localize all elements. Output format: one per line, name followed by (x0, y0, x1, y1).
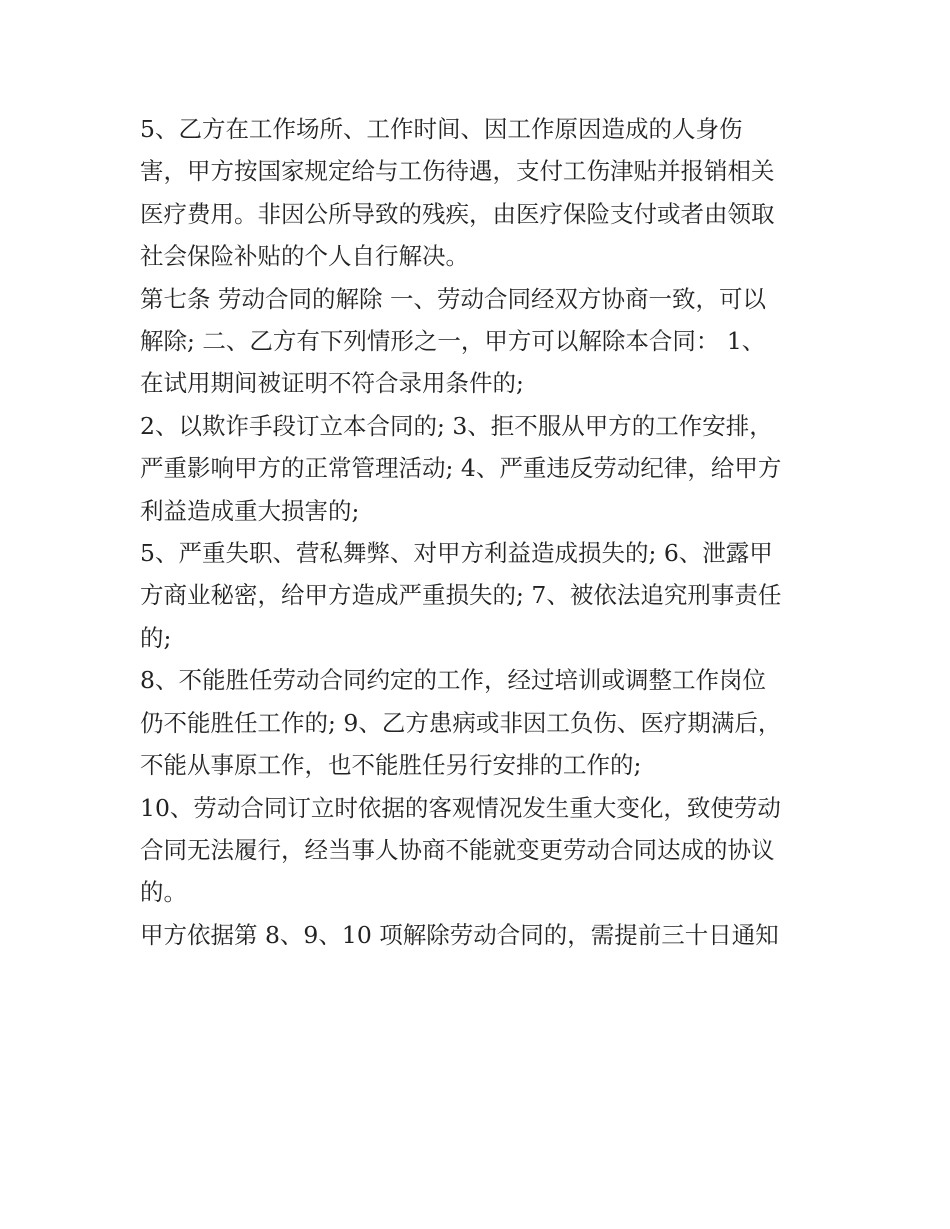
text-line: 方商业秘密，给甲方造成严重损失的; 7、被依法追究刑事责任 (140, 581, 782, 610)
paragraph-items-8-9 (140, 659, 820, 786)
text-line: 5、乙方在工作场所、工作时间、因工作原因造成的人身伤 (140, 115, 743, 143)
text-line: 的; (140, 623, 172, 652)
paragraph-items-5-7 (140, 532, 820, 659)
text-line: 解除; 二、乙方有下列情形之一，甲方可以解除本合同： 1、 (140, 327, 766, 356)
text-line: 2、以欺诈手段订立本合同的; 3、拒不服从甲方的工作安排， (140, 411, 773, 440)
text-line: 8、不能胜任劳动合同约定的工作，经过培训或调整工作岗位 (140, 666, 766, 695)
text-line: 害，甲方按国家规定给与工伤待遇，支付工伤津贴并报销相关 (140, 157, 775, 186)
paragraph-article-7 (140, 278, 820, 405)
paragraph-item-10 (140, 787, 820, 914)
text-line: 仍不能胜任工作的; 9、乙方患病或非因工负伤、医疗期满后， (140, 708, 782, 737)
text-line: 第七条 劳动合同的解除 一、劳动合同经双方协商一致，可以 (140, 284, 766, 313)
text-line: 利益造成重大损害的; (140, 496, 360, 525)
text-line: 甲方依据第 8、9、10 项解除劳动合同的，需提前三十日通知 (140, 920, 779, 949)
paragraph-items-2-4 (140, 405, 820, 532)
text-line: 社会保险补贴的个人自行解决。 (140, 242, 469, 271)
text-line: 5、严重失职、营私舞弊、对甲方利益造成损失的; 6、泄露甲 (140, 539, 773, 568)
text-line: 10、劳动合同订立时依据的客观情况发生重大变化，致使劳动 (140, 793, 781, 822)
document-body (140, 108, 820, 956)
text-line: 的。 (140, 878, 187, 907)
text-line: 医疗费用。非因公所导致的残疾，由医疗保险支付或者由领取 (140, 199, 775, 228)
paragraph-notice (140, 914, 820, 956)
text-line: 合同无法履行，经当事人协商不能就变更劳动合同达成的协议 (140, 835, 775, 864)
paragraph-injury-treatment (140, 108, 820, 278)
text-line: 在试用期间被证明不符合录用条件的; (140, 369, 524, 398)
text-line: 不能从事原工作，也不能胜任另行安排的工作的; (140, 751, 642, 780)
text-line: 严重影响甲方的正常管理活动; 4、严重违反劳动纪律，给甲方 (140, 454, 782, 483)
